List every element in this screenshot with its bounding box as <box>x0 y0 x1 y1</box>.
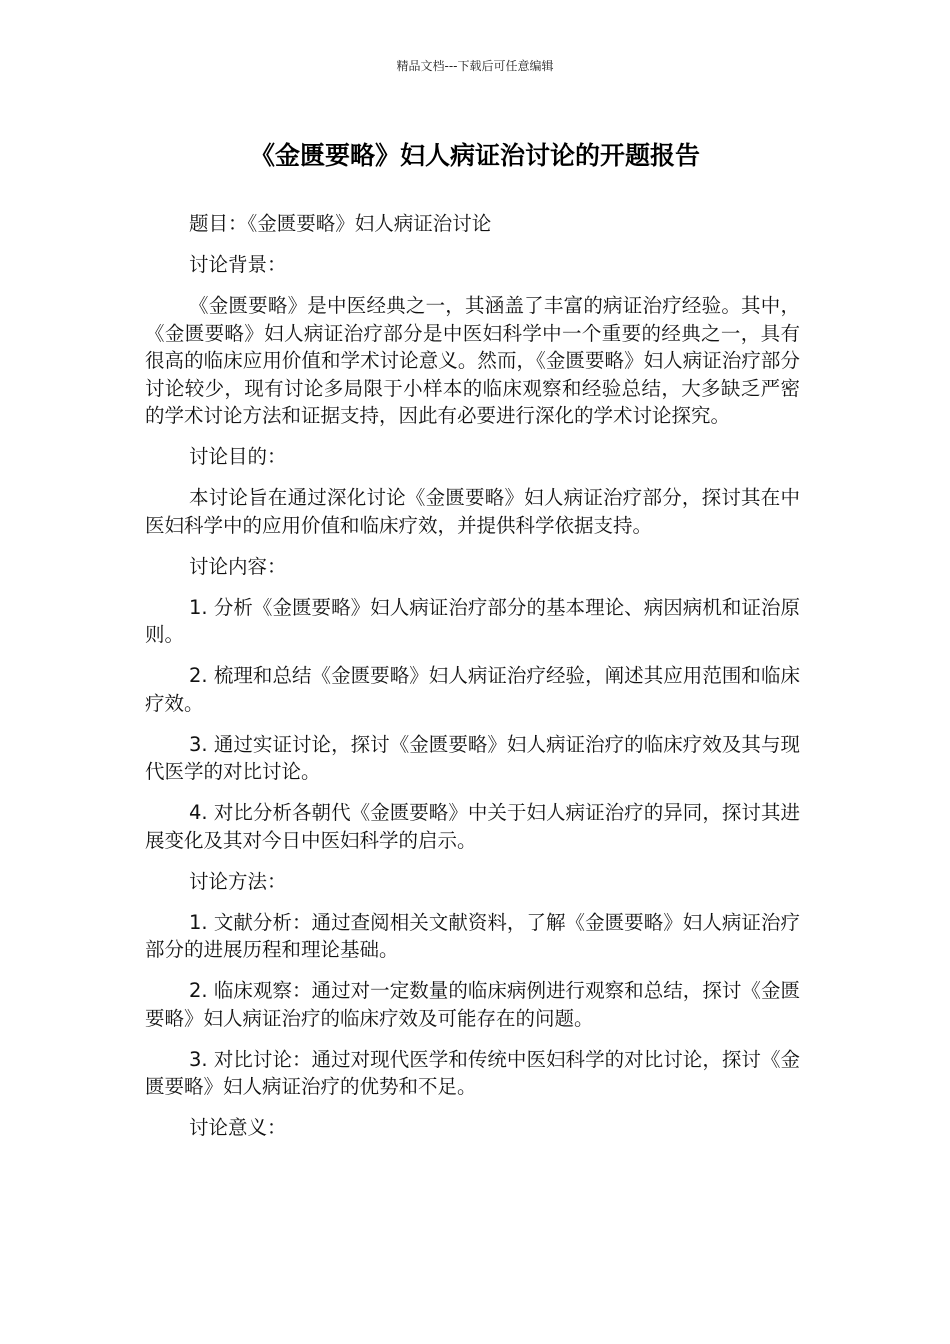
method-item-3: 3. 对比讨论：通过对现代医学和传统中医妇科学的对比讨论，探讨《金匮要略》妇人病证治疗的优势和不足。 <box>145 1047 800 1098</box>
heading-content: 讨论内容： <box>189 554 287 578</box>
content-item-1: 1. 分析《金匮要略》妇人病证治疗部分的基本理论、病因病机和证治原则。 <box>145 595 800 646</box>
paragraph-background: 《金匮要略》是中医经典之一，其涵盖了丰富的病证治疗经验。其中，《金匮要略》妇人病证治疗部分是中医妇科学中一个重要的经典之一，具有很高的临床应用价值和学术讨论意义。然而，《金匮要略》妇人病证治疗部分讨论较少，现有讨论多局限于小样本的临床观察和经验总结，大多缺乏严密的学术讨论方法和证据支持，因此有必要进行深化的学术讨论探究。 <box>145 294 800 427</box>
method-item-1: 1. 文献分析：通过查阅相关文献资料，了解《金匮要略》妇人病证治疗部分的进展历程和理论基础。 <box>145 910 800 961</box>
method-item-2: 2. 临床观察：通过对一定数量的临床病例进行观察和总结，探讨《金匮要略》妇人病证治疗的临床疗效及可能存在的问题。 <box>145 979 800 1030</box>
paragraph-purpose: 本讨论旨在通过深化讨论《金匮要略》妇人病证治疗部分，探讨其在中医妇科学中的应用价值和临床疗效，并提供科学依据支持。 <box>145 486 800 537</box>
document-body <box>145 210 800 1155</box>
document-title: 《金匮要略》妇人病证治讨论的开题报告 <box>249 141 700 170</box>
content-item-2: 2. 梳理和总结《金匮要略》妇人病证治疗经验，阐述其应用范围和临床疗效。 <box>145 664 800 715</box>
header-note: 精品文档---下载后可任意编辑 <box>396 59 554 73</box>
content-item-4: 4. 对比分析各朝代《金匮要略》中关于妇人病证治疗的异同，探讨其进展变化及其对今日中医妇科学的启示。 <box>145 801 800 852</box>
heading-method: 讨论方法： <box>189 869 287 893</box>
heading-purpose: 讨论目的： <box>189 445 287 468</box>
content-item-3: 3. 通过实证讨论，探讨《金匮要略》妇人病证治疗的临床疗效及其与现代医学的对比讨论。 <box>145 732 800 783</box>
paragraph-topic: 题目：《金匮要略》妇人病证治讨论 <box>189 212 492 235</box>
heading-significance: 讨论意义： <box>189 1116 287 1139</box>
heading-background: 讨论背景： <box>189 253 287 276</box>
